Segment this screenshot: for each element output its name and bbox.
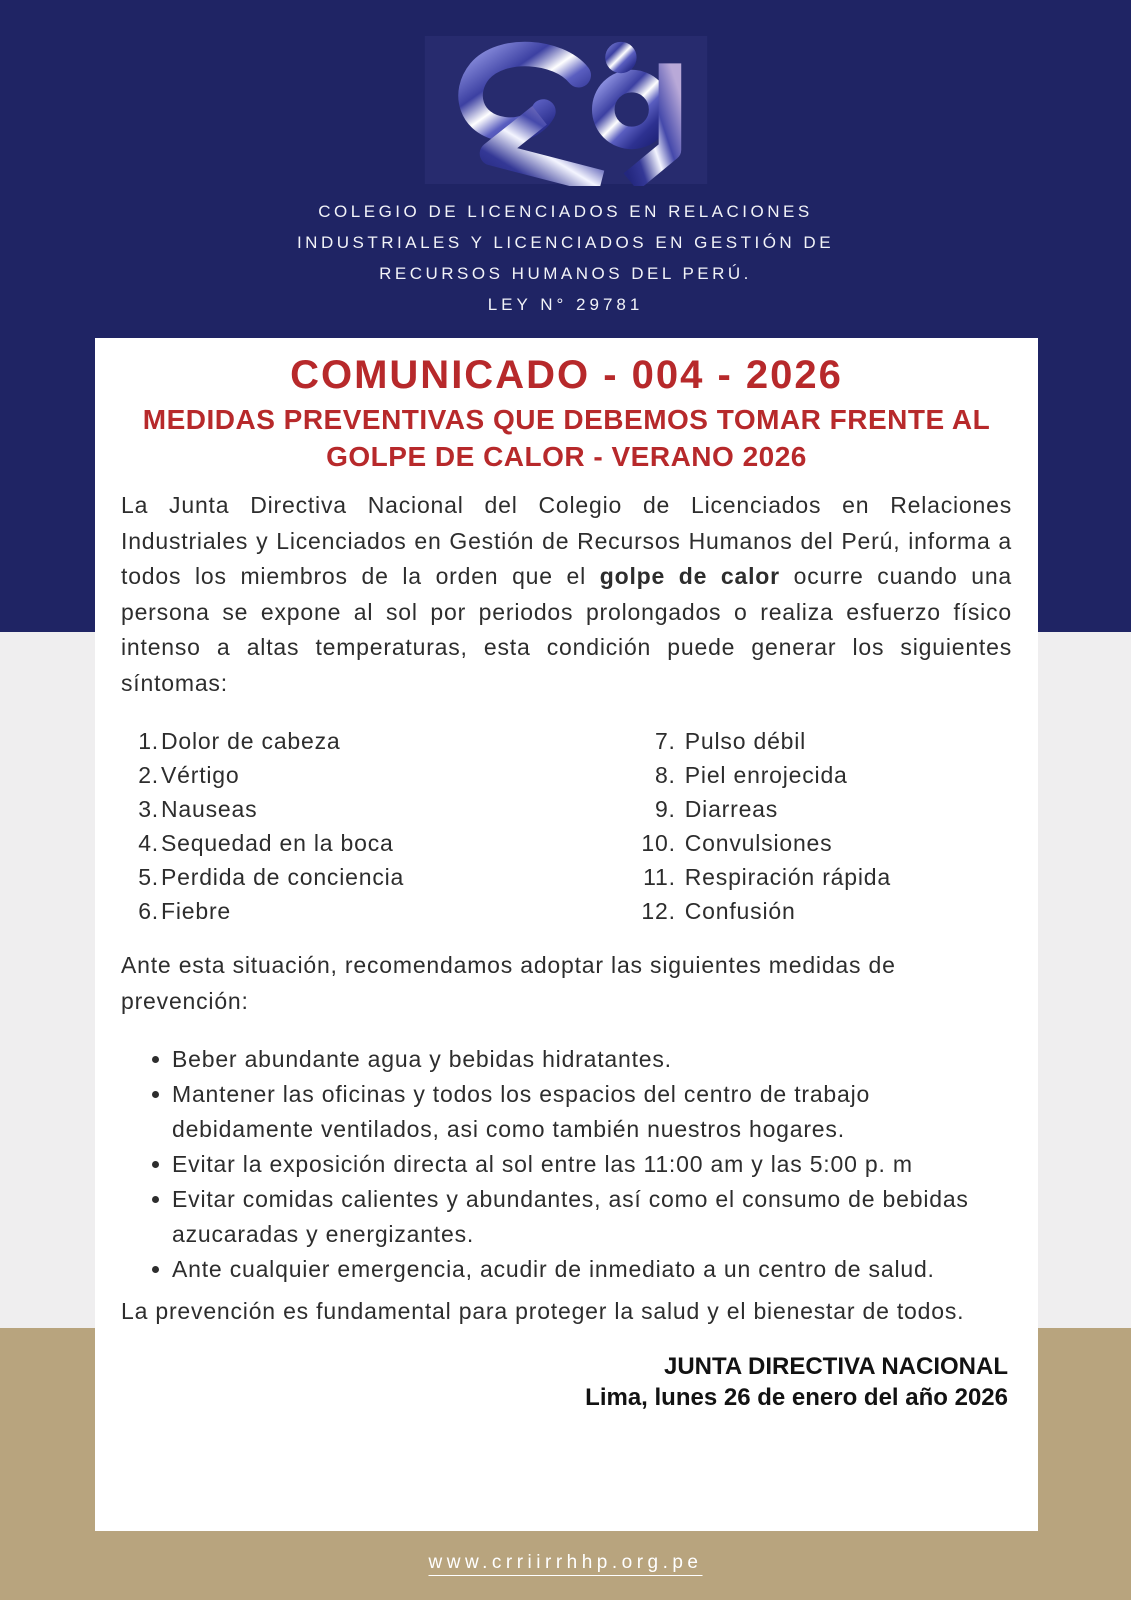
item-text: Respiración rápida — [684, 864, 891, 890]
org-name-line-2: INDUSTRIALES Y LICENCIADOS EN GESTIÓN DE — [296, 233, 835, 252]
measures-list — [121, 1042, 1012, 1287]
measure-text: Evitar la exposición directa al sol entre las 11:00 am y las 5:00 p. m — [172, 1151, 913, 1177]
list-item — [638, 826, 1012, 860]
symptoms-list — [121, 724, 1012, 928]
item-text: Diarreas — [684, 796, 779, 822]
signature-date: Lima, lunes 26 de enero del año 2026 — [585, 1384, 1008, 1411]
list-item — [121, 1252, 1012, 1287]
page-title: COMUNICADO - 004 - 2026 — [290, 353, 843, 397]
item-number: 5. — [138, 864, 159, 890]
page-subtitle: MEDIDAS PREVENTIVAS QUE DEBEMOS TOMAR FRENTE AL GOLPE DE CALOR - VERANO 2026 — [142, 404, 991, 472]
list-item — [121, 826, 638, 860]
intro-bold-phrase: golpe de calor — [599, 563, 780, 589]
list-item — [121, 758, 638, 792]
header — [0, 0, 1131, 320]
law-number: LEY N° 29781 — [487, 295, 644, 314]
list-item — [638, 792, 1012, 826]
item-text: Fiebre — [161, 898, 231, 924]
item-text: Dolor de cabeza — [161, 728, 341, 754]
bullet-icon — [152, 1266, 159, 1273]
item-number: 7. — [654, 728, 676, 754]
signature-block — [121, 1352, 1012, 1413]
bullet-icon — [152, 1161, 159, 1168]
item-number: 8. — [654, 762, 676, 788]
bullet-icon — [152, 1196, 159, 1203]
item-number: 10. — [641, 830, 676, 856]
item-text: Confusión — [684, 898, 796, 924]
symptoms-column-left — [121, 724, 638, 928]
crp-logo-icon — [416, 34, 716, 186]
list-item — [638, 758, 1012, 792]
list-item — [121, 792, 638, 826]
list-item — [121, 1042, 1012, 1077]
footer-link[interactable]: www.crriirrhhp.org.pe — [428, 1552, 703, 1573]
org-name-line-3: RECURSOS HUMANOS DEL PERÚ. — [379, 264, 752, 283]
intro-paragraph — [121, 488, 1012, 701]
item-number: 11. — [643, 864, 676, 890]
list-item — [121, 860, 638, 894]
item-number: 4. — [138, 830, 159, 856]
measure-text: Beber abundante agua y bebidas hidratantes. — [172, 1046, 672, 1072]
bullet-icon — [152, 1056, 159, 1063]
measure-text: Evitar comidas calientes y abundantes, así como el consumo de bebidas azucaradas y energizantes. — [172, 1186, 969, 1247]
measure-text: Ante cualquier emergencia, acudir de inmediato a un centro de salud. — [172, 1256, 935, 1282]
org-name-line-1: COLEGIO DE LICENCIADOS EN RELACIONES — [318, 202, 813, 221]
recommendations-intro: Ante esta situación, recomendamos adoptar las siguientes medidas de prevención: — [121, 952, 896, 1014]
item-number: 2. — [138, 762, 159, 788]
bullet-icon — [152, 1091, 159, 1098]
item-number: 12. — [641, 898, 676, 924]
intro-before: La Junta Directiva Nacional del Colegio de Licenciados en Relaciones Industriales y Licenciados en Gestión de Recursos Humanos del Perú, informa a todos los miembros de la orden que el — [121, 492, 1012, 589]
item-text: Convulsiones — [684, 830, 833, 856]
list-item — [121, 1147, 1012, 1182]
list-item — [638, 860, 1012, 894]
item-text: Vértigo — [161, 762, 240, 788]
measure-text: Mantener las oficinas y todos los espacios del centro de trabajo debidamente ventilados, asi como también nuestros hogares. — [172, 1081, 871, 1142]
item-text: Sequedad en la boca — [161, 830, 394, 856]
item-number: 6. — [138, 898, 159, 924]
org-logo — [416, 34, 716, 186]
list-item — [638, 724, 1012, 758]
item-text: Pulso débil — [684, 728, 807, 754]
list-item — [121, 1182, 1012, 1252]
footer — [0, 1552, 1131, 1574]
closing-paragraph: La prevención es fundamental para proteger la salud y el bienestar de todos. — [121, 1298, 965, 1324]
item-text: Nauseas — [161, 796, 258, 822]
symptoms-column-right — [638, 724, 1012, 928]
signature-org: JUNTA DIRECTIVA NACIONAL — [664, 1353, 1008, 1380]
item-text: Perdida de conciencia — [161, 864, 405, 890]
list-item — [121, 894, 638, 928]
announcement-card — [95, 338, 1038, 1531]
item-number: 9. — [654, 796, 676, 822]
item-number: 1. — [138, 728, 159, 754]
list-item — [121, 724, 638, 758]
item-number: 3. — [138, 796, 159, 822]
list-item — [121, 1077, 1012, 1147]
list-item — [638, 894, 1012, 928]
item-text: Piel enrojecida — [684, 762, 848, 788]
intro-after: ocurre cuando una persona se expone al sol por periodos prolongados o realiza esfuerzo físico intenso a altas temperaturas, esta condición puede generar los siguientes síntomas: — [121, 563, 1013, 696]
